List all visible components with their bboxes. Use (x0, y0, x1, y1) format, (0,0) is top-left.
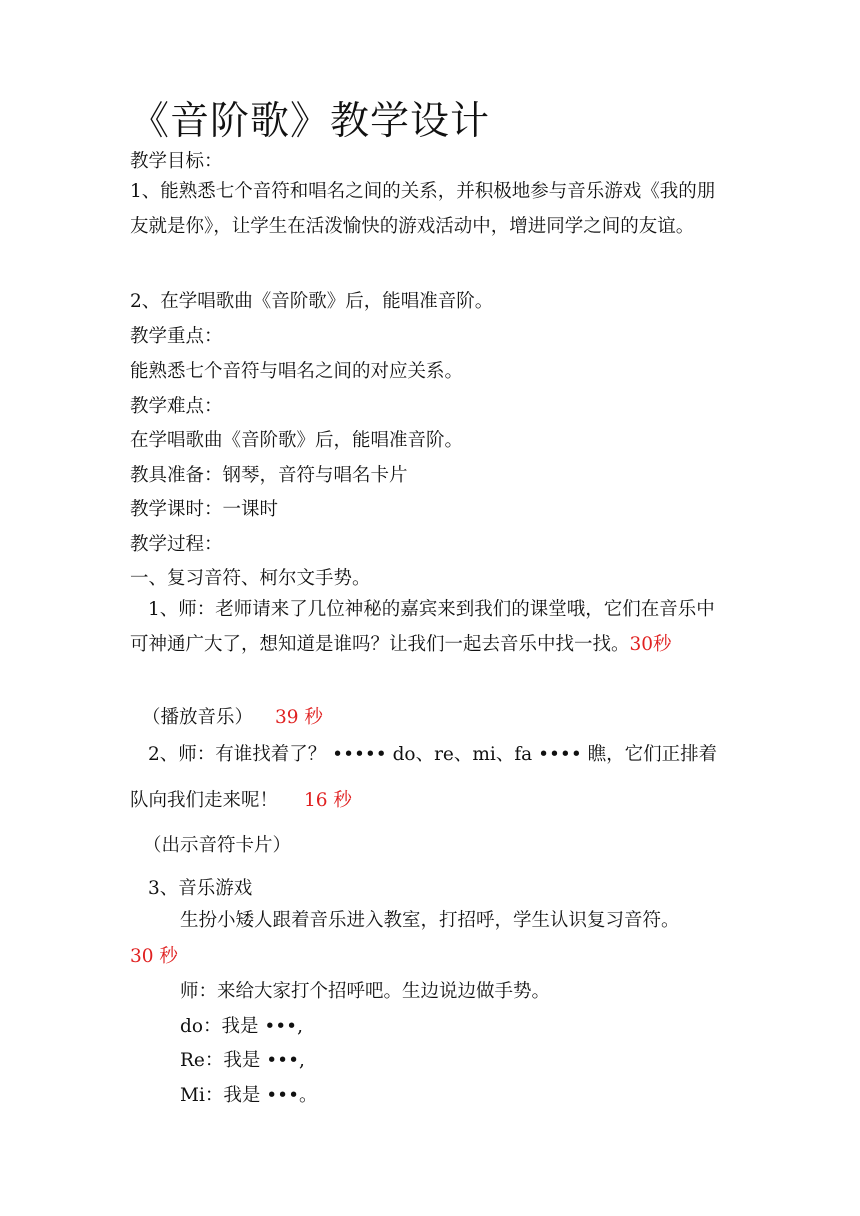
step-1-time: 30秒 (629, 633, 672, 655)
play-music: （播放音乐） (142, 707, 254, 728)
step-2-time: 16 秒 (304, 790, 352, 811)
section-1-heading: 一、复习音符、柯尔文手势。 (130, 568, 371, 589)
step-2-line-2 (130, 786, 352, 812)
difficulty-heading: 教学难点： (130, 396, 223, 417)
step-1-text: 1、师：老师请来了几位神秘的嘉宾来到我们的课堂哦，它们在音乐中可神通广大了，想知道是谁吗？让我们一起去音乐中找一找。 (130, 599, 715, 655)
key-heading: 教学重点： (130, 326, 223, 347)
class-period: 教学课时：一课时 (130, 499, 279, 520)
greeting-line: 师：来给大家打个招呼吧。生边说边做手势。 (180, 981, 551, 1002)
re-line: Re：我是 •••, (180, 1050, 305, 1071)
mi-line: Mi：我是 •••。 (180, 1085, 318, 1106)
do-line: do：我是 •••, (180, 1016, 303, 1037)
difficulty-text: 在学唱歌曲《音阶歌》后，能唱准音阶。 (130, 430, 464, 451)
goal-1: 1、能熟悉七个音符和唱名之间的关系，并积极地参与音乐游戏《我的朋友就是你》，让学生在活泼愉快的游戏活动中，增进同学之间的友谊。 (130, 181, 716, 237)
step-2-line-1: 2、师：有谁找着了？ ••••• do、re、mi、fa •••• 瞧，它们正排着 (148, 744, 718, 765)
step-3-heading: 3、音乐游戏 (148, 878, 253, 899)
step-3-description: 生扮小矮人跟着音乐进入教室，打招呼，学生认识复习音符。 (180, 910, 680, 931)
play-music-line (142, 703, 323, 729)
step-2-text: 队向我们走来呢！ (130, 790, 279, 811)
process-heading: 教学过程： (130, 534, 223, 555)
goal-heading: 教学目标： (130, 151, 223, 172)
teaching-tools: 教具准备：钢琴，音符与唱名卡片 (130, 465, 408, 486)
key-text: 能熟悉七个音符与唱名之间的对应关系。 (130, 361, 464, 382)
play-music-time: 39 秒 (275, 707, 323, 728)
step-3-time: 30 秒 (130, 946, 178, 967)
document-title: 《音阶歌》教学设计 (130, 99, 491, 144)
show-cards: （出示音符卡片） (143, 835, 292, 856)
goal-2: 2、在学唱歌曲《音阶歌》后，能唱准音阶。 (130, 291, 494, 312)
step-1 (130, 593, 732, 662)
